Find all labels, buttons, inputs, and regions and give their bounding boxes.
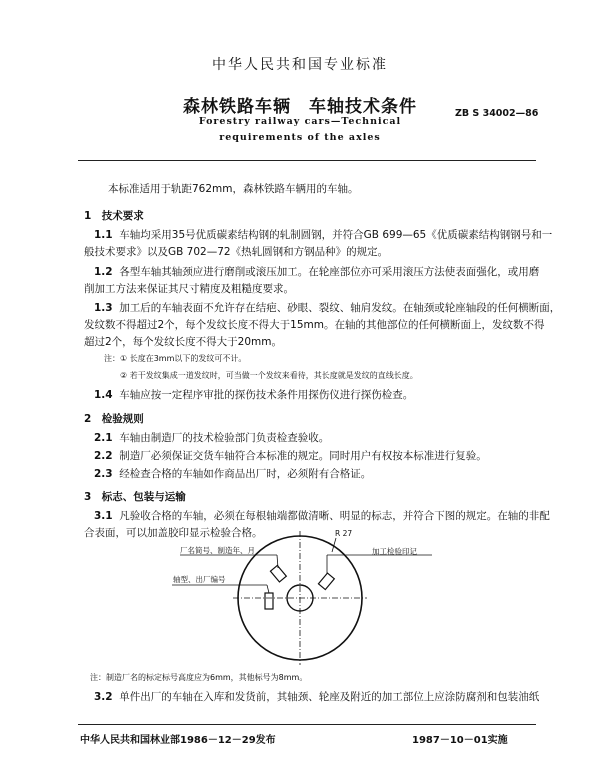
english-title-line2: requirements of the axles bbox=[219, 132, 381, 143]
effective-date: 1987－10－01实施 bbox=[412, 735, 508, 746]
clause-3-1-cont: 合表面，可以加盖胶印显示检验合格。 bbox=[84, 527, 263, 539]
figure-note: 注：制造厂名的标定标号高度应为6mm，其他标号为8mm。 bbox=[90, 673, 308, 682]
clause-number: 1.4 bbox=[94, 389, 113, 401]
clause-3-1 bbox=[94, 508, 550, 525]
standard-code: ZB S 34002—86 bbox=[455, 108, 539, 119]
document-title: 森林铁路车辆 车轴技术条件 bbox=[183, 97, 417, 117]
inspect-mark-box bbox=[318, 573, 334, 590]
note-1: 注：① 长度在3mm以下的发纹可不计。 bbox=[104, 354, 247, 363]
clause-number: 2.1 bbox=[94, 432, 113, 444]
clause-3-2 bbox=[94, 689, 539, 706]
scope-text: 本标准适用于轨距762mm，森林铁路车辆用的车轴。 bbox=[108, 183, 359, 195]
clause-text: 车轴应按一定程序审批的探伤技术条件用探伤仪进行探伤检查。 bbox=[119, 389, 414, 401]
axle-number-box bbox=[265, 593, 273, 609]
standard-category: 中华人民共和国专业标准 bbox=[212, 57, 388, 73]
clause-text: 车轴均采用35号优质碳素结构钢的轧制圆钢，并符合GB 699—65《优质碳素结构钢钢号和一 bbox=[119, 229, 553, 241]
footer-divider bbox=[78, 724, 536, 725]
clause-text: 制造厂必须保证交货车轴符合本标准的规定。同时用户有权按本标准进行复验。 bbox=[119, 450, 487, 462]
clause-text: 经检查合格的车轴如作商品出厂时，必须附有合格证。 bbox=[119, 468, 372, 480]
section-3-heading: 3 标志、包装与运输 bbox=[84, 491, 186, 503]
note-2: ② 若干发纹集成一道发纹时，可当做一个发纹来看待，其长度就是发纹的直线长度。 bbox=[120, 371, 418, 380]
clause-1-1 bbox=[94, 227, 552, 244]
clause-text: 凡验收合格的车轴，必须在每根轴端都做清晰、明显的标志，并符合下图的规定。在轴的非配 bbox=[119, 510, 550, 522]
clause-2-1 bbox=[94, 430, 329, 447]
clause-2-2 bbox=[94, 448, 487, 465]
section-1-heading: 1 技术要求 bbox=[84, 210, 144, 222]
clause-number: 1.3 bbox=[94, 302, 113, 314]
clause-1-3 bbox=[94, 300, 560, 317]
clause-text: 各型车轴其轴颈应进行磨削或滚压加工。在轮座部位亦可采用滚压方法使表面强化，或用磨 bbox=[119, 266, 540, 278]
clause-number: 3.1 bbox=[94, 510, 113, 522]
clause-1-3-cont2: 超过2个，每个发纹长度不得大于20mm。 bbox=[84, 336, 282, 348]
clause-text: 车轴由制造厂的技术检验部门负责检查验收。 bbox=[119, 432, 330, 444]
axle-number-leader-drop bbox=[267, 585, 269, 593]
title-divider bbox=[78, 160, 536, 161]
label-maker-info: 厂名简号、制造年、月 bbox=[180, 546, 255, 555]
clause-number: 2.3 bbox=[94, 468, 113, 480]
clause-text: 加工后的车轴表面不允许存在结疤、砂眼、裂纹、轴肩发纹。在轴颈或轮座轴段的任何横断面， bbox=[119, 302, 561, 314]
clause-number: 1.1 bbox=[94, 229, 113, 241]
clause-number: 3.2 bbox=[94, 691, 113, 703]
english-title-line1: Forestry railway cars—Technical bbox=[198, 116, 402, 127]
label-inspection-mark: 加工检验印记 bbox=[372, 547, 417, 556]
issued-date: 中华人民共和国林业部1986－12－29发布 bbox=[80, 735, 276, 746]
clause-1-1-cont: 般技术要求》以及GB 702—72《热轧圆钢和方钢品种》的规定。 bbox=[84, 246, 389, 258]
clause-text: 单件出厂的车轴在入库和发货前，其轴颈、轮座及附近的加工部位上应涂防腐剂和包装油纸 bbox=[119, 691, 540, 703]
label-radius: R 27 bbox=[335, 529, 353, 538]
label-axle-number: 轴型、出厂编号 bbox=[173, 575, 226, 584]
clause-1-2-cont: 削加工方法来保证其尺寸精度及粗糙度要求。 bbox=[84, 283, 294, 295]
clause-2-3 bbox=[94, 466, 371, 483]
clause-1-4 bbox=[94, 387, 413, 404]
section-2-heading: 2 检验规则 bbox=[84, 413, 144, 425]
clause-number: 1.2 bbox=[94, 266, 113, 278]
clause-number: 2.2 bbox=[94, 450, 113, 462]
clause-1-2 bbox=[94, 264, 539, 281]
clause-1-3-cont1: 发纹数不得超过2个，每个发纹长度不得大于15mm。在轴的其他部位的任何横断面上，发纹数不得 bbox=[84, 319, 545, 331]
